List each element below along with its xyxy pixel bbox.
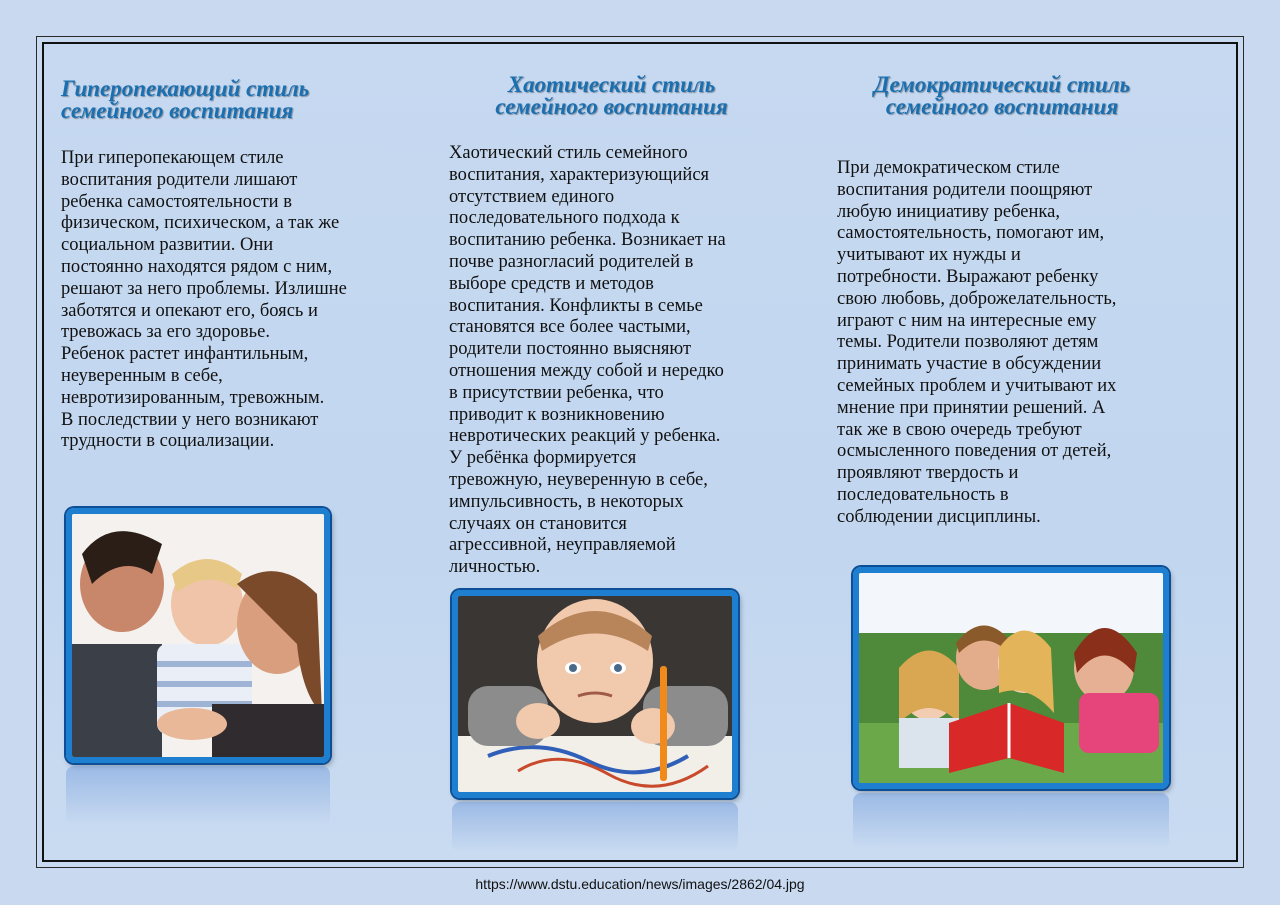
photo-illustration (458, 596, 732, 792)
column-title (449, 74, 774, 118)
column-title (837, 74, 1167, 118)
photo-illustration (72, 514, 324, 757)
photo-reflection (452, 802, 738, 852)
photo-reflection (853, 793, 1169, 849)
column-democratic (837, 74, 1167, 529)
title-line-2: семейного воспитания (885, 94, 1119, 119)
photo-reflection (66, 766, 330, 826)
title-line-1: Хаотический стиль (507, 72, 716, 97)
photo-illustration (859, 573, 1163, 783)
title-line-1: Гиперопекающий стиль (61, 76, 310, 101)
family-reading-book-photo (853, 567, 1169, 789)
source-url: https://www.dstu.education/news/images/2862/04.jpg (475, 876, 805, 892)
title-line-1: Демократический стиль (873, 72, 1131, 97)
angry-child-drawing-photo (452, 590, 738, 798)
title-line-2: семейного воспитания (495, 94, 728, 119)
column-body: При демократическом стиле воспитания родители поощряют любую инициативу ребенка, самостоятельность, помогают им, учитывают их нужды и потребности. Выражают ребенку свою любовь, доброжелательность, играют с ним на интересные ему темы. Родители позволяют детям принимать участие в обсуждении семейных проблем и учитывают их мнение при принятии решений. А так же в свою очередь требуют осмысленного поведения от детей, проявляют твердость и последовательность в соблюдении дисциплины. (837, 158, 1117, 527)
column-title (61, 78, 411, 122)
title-line-2: семейного воспитания (61, 98, 294, 123)
column-body: Хаотический стиль семейного воспитания, характеризующийся отсутствием единого последовательного подхода к воспитанию ребенка. Возникает на почве разногласий родителей в выборе средств и методов воспитания. Конфликты в семье становятся все более частыми, родители постоянно выясняют отношения между собой и нередко в присутствии ребенка, что приводит к возникновению невротических реакций у ребенка. У ребёнка формируется тревожную, неуверенную в себе, импульсивность, в некоторых случаях он становится агрессивной, неуправляемой личностью. (449, 143, 726, 578)
column-chaotic (449, 74, 774, 579)
parents-kissing-child-photo (66, 508, 330, 763)
column-hyperprotective (61, 78, 411, 453)
column-body: При гиперопекающем стиле воспитания родители лишают ребенка самостоятельности в физическом, психическом, а так же социальном развитии. Они постоянно находятся рядом с ним, решают за него проблемы. Излишне заботятся и опекают его, боясь и тревожась за его здоровье. Ребенок растет инфантильным, неуверенным в себе, невротизированным, тревожным. В последствии у него возникают трудности в социализации. (61, 148, 347, 452)
